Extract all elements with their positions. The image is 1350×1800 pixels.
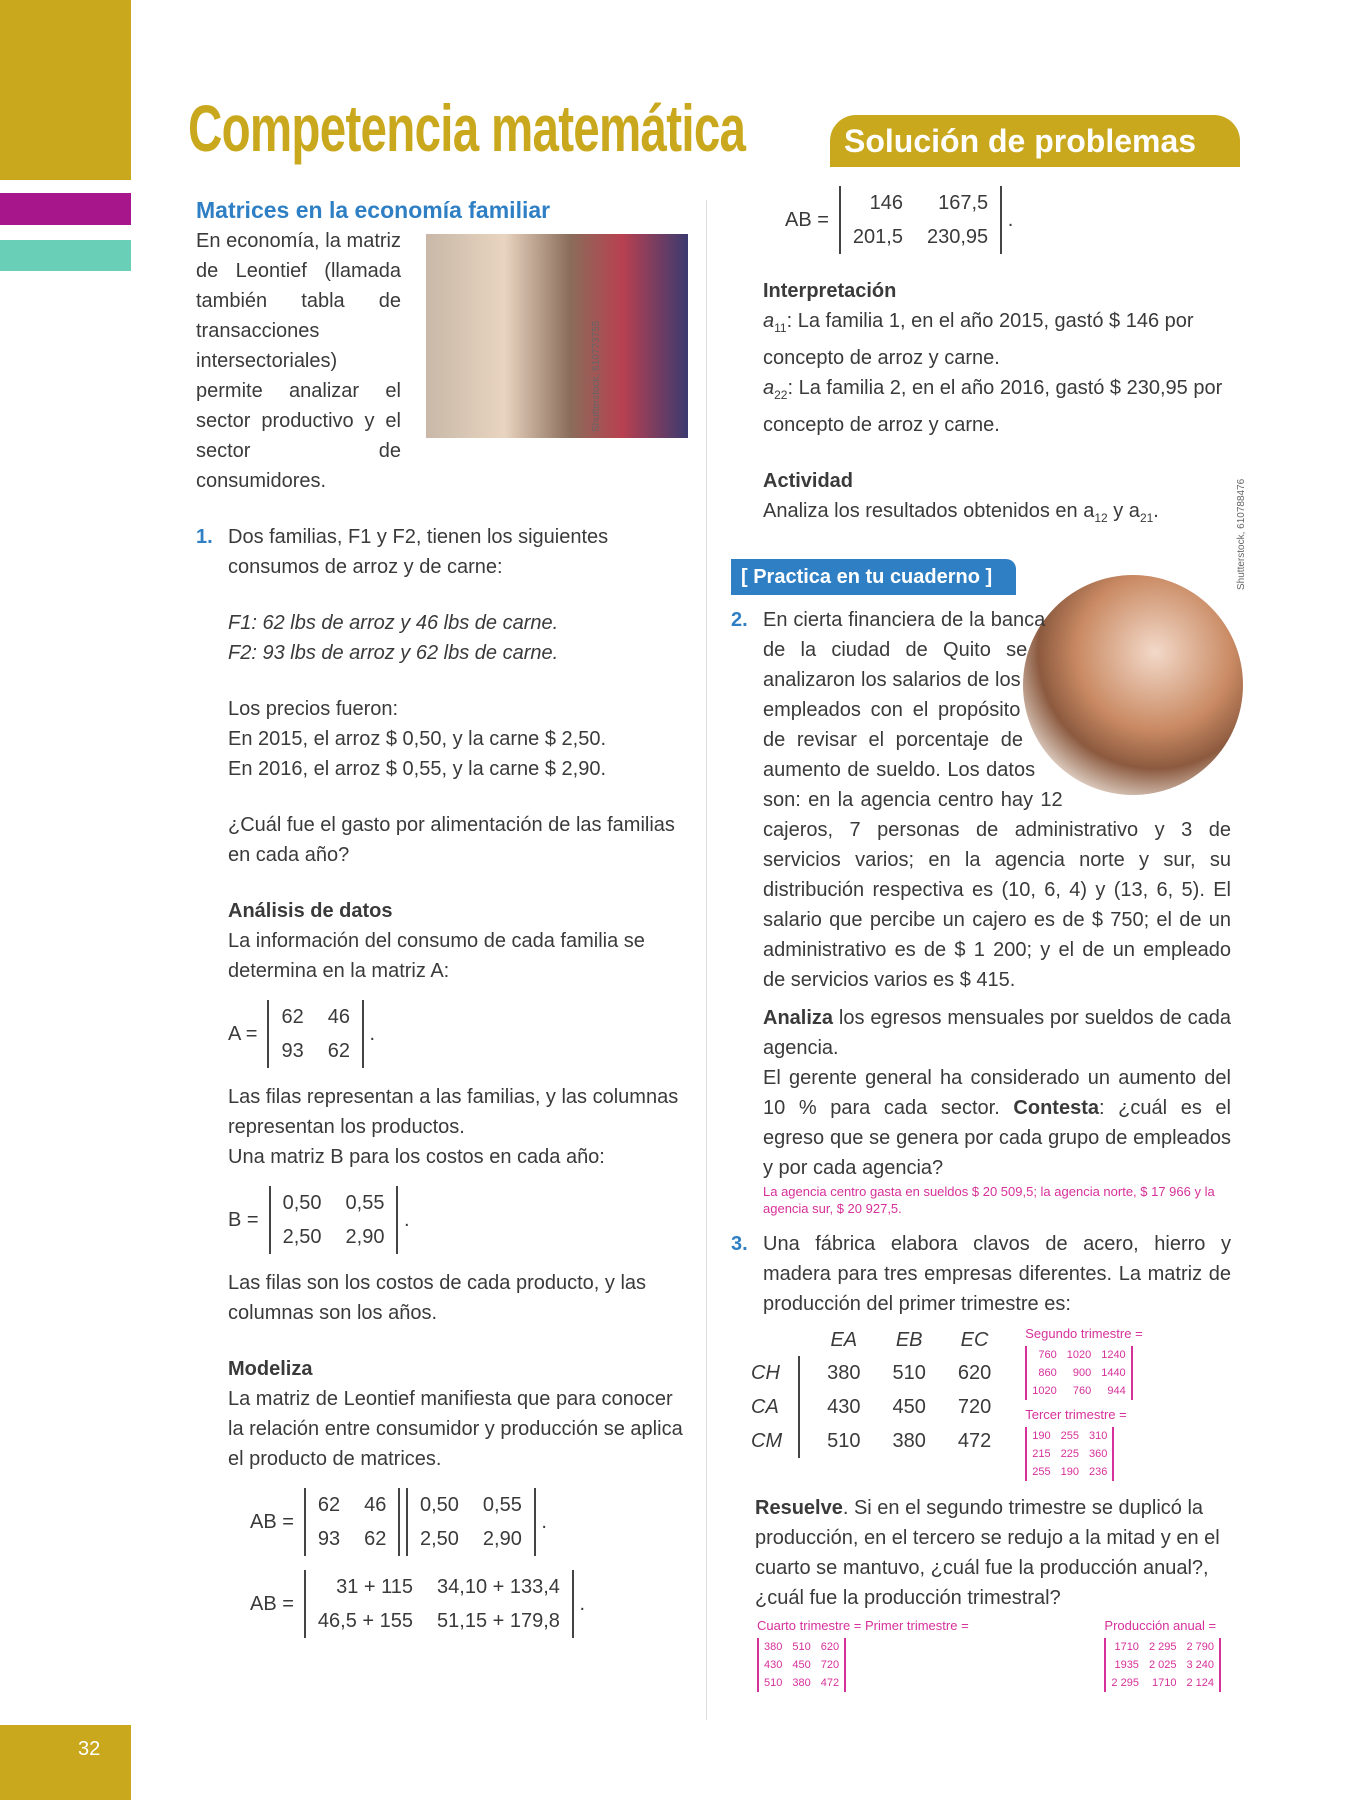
photo-credit: Shutterstock, 610773755 [590, 320, 602, 432]
section-badge: Solución de problemas [830, 115, 1240, 167]
matrix-cell: 167,5 [938, 192, 989, 214]
column-divider [706, 200, 707, 1720]
resuelve-text: Resuelve. Si en el segundo trimestre se duplicó la producción, en el tercero se redujo a la mitad y en el cuarto se mantuvo, ¿cuál fue la producción anual?, ¿cuál fue la producción trimestral? [755, 1497, 1220, 1609]
matrix-cell: 1710 [1151, 1677, 1177, 1689]
matrix-cell: 46 [364, 1494, 387, 1516]
page-title-wrap [188, 88, 808, 178]
matrix-brackets [757, 1638, 846, 1692]
item-number-3: 3. [731, 1233, 748, 1255]
matrix-cell: 190 [1060, 1466, 1079, 1478]
model-text: La matriz de Leontief manifiesta que para conocer la relación entre consumidor y producción se aplica el producto de matrices. [228, 1388, 683, 1470]
analysis-text: La información del consumo de cada familia se determina en la matriz A: [228, 930, 645, 982]
annual-matrix [1104, 1638, 1221, 1692]
matrix-cell: 1240 [1101, 1349, 1126, 1361]
matrix-cell: 1020 [1032, 1385, 1057, 1397]
ab-product: AB = 62 46 93 62 0,50 0,55 2,50 2,90 . [250, 1488, 688, 1556]
matrix-cell: 2,90 [482, 1528, 522, 1550]
interp-a22: $a_{22}$: La familia 2, en el año 2016, gastó $ 230,95 por concepto de arroz y carne. [763, 377, 1223, 436]
matrix-cell: 472 [820, 1677, 840, 1689]
matrix-cell: 225 [1060, 1448, 1079, 1460]
activity-title: Actividad [763, 470, 854, 492]
matrix-cell: 510 [792, 1641, 811, 1653]
matrix-cell: 620 [957, 1362, 992, 1384]
matrix-brackets [269, 1186, 399, 1254]
matrix-cell: 31 + 115 [336, 1576, 414, 1598]
second-label: Segundo trimestre = [1025, 1326, 1143, 1341]
matrix-brackets [267, 1000, 364, 1068]
matrix-cell: 720 [957, 1396, 992, 1418]
b-intro: Una matriz B para los costos en cada año: [228, 1146, 605, 1168]
matrix-cell: 236 [1088, 1466, 1108, 1478]
item-2-block [763, 605, 1231, 1217]
photo-credit-2: Shutterstock, 610788476 [1236, 478, 1247, 590]
matrix-brackets [1025, 1346, 1132, 1400]
matrix-cell: 1440 [1101, 1367, 1126, 1379]
analiza-text: Analiza los egresos mensuales por sueldos de cada agencia. [763, 1007, 1231, 1059]
matrix-cell: 900 [1072, 1367, 1092, 1379]
matrix-cell: 51,15 + 179,8 [437, 1610, 560, 1632]
item-1-text: Dos familias, F1 y F2, tienen los siguientes consumos de arroz y de carne: [228, 526, 609, 578]
teal-band [0, 240, 131, 271]
matrix-cell: 62 [364, 1528, 387, 1550]
row-label: CM [751, 1429, 783, 1452]
side-matrices [1025, 1325, 1142, 1481]
item-1-content [228, 522, 688, 1652]
matrix-cell: 62 [281, 1006, 304, 1028]
right-column [731, 186, 1231, 1692]
item-number-2: 2. [731, 609, 748, 631]
bracket [799, 1424, 811, 1458]
matrix-cell: 2,50 [419, 1528, 459, 1550]
b-text: Las filas son los costos de cada producto, y las columnas son los años. [228, 1272, 647, 1324]
prices-2015: En 2015, el arroz $ 0,50, y la carne $ 2,50. [228, 728, 607, 750]
model-title: Modeliza [228, 1358, 313, 1380]
matrix-cell: 510 [892, 1362, 926, 1384]
matrix-cell: 720 [820, 1659, 840, 1671]
family-shopping-photo [426, 234, 688, 438]
item-3-text: Una fábrica elabora clavos de acero, hierro y madera para tres empresas diferentes. La matriz de producción del primer trimestre es: [763, 1233, 1231, 1315]
matrix-cell: 2,90 [345, 1226, 385, 1248]
production-table [751, 1325, 1007, 1458]
gold-band-bottom [0, 1725, 131, 1800]
matrix-brackets [839, 186, 1002, 254]
section-heading: Matrices en la economía familiar [196, 197, 551, 223]
matrix-cell: 380 [827, 1362, 861, 1384]
prices-2016: En 2016, el arroz $ 0,55, y la carne $ 2,90. [228, 758, 607, 780]
matrix-cell: 510 [827, 1430, 861, 1452]
matrix-cell: 1710 [1114, 1641, 1139, 1653]
page-number: 32 [78, 1738, 101, 1760]
item-1 [196, 522, 688, 1652]
intro-paragraph: En economía, la matriz de Leontief (llamada también tabla de transacciones intersectoriales) permite analizar el sector productivo y el sector de consumidores. [196, 230, 401, 492]
ab-sums: AB = 31 + 115 34,10 + 133,4 46,5 + 155 51,15 + 179,8 . [250, 1570, 688, 1638]
matrix-cell: 2 124 [1186, 1677, 1214, 1689]
third-label: Tercer trimestre = [1025, 1407, 1127, 1422]
annual-label: Producción anual = [1104, 1618, 1217, 1633]
practice-badge: [ Practica en tu cuaderno ] [731, 559, 1016, 595]
fourth-label: Cuarto trimestre = Primer trimestre = [757, 1618, 969, 1633]
annual-block [1104, 1617, 1221, 1692]
interpretation-block [763, 276, 1231, 533]
matrix-brackets [1104, 1638, 1221, 1692]
matrix-cell: 34,10 + 133,4 [437, 1576, 560, 1598]
matrix-cell: 2 295 [1111, 1677, 1139, 1689]
matrix-cell: 360 [1088, 1448, 1108, 1460]
matrix-cell: 1020 [1066, 1349, 1092, 1361]
magenta-band [0, 193, 131, 225]
production-row [751, 1325, 1231, 1481]
matrix-cell: 2 025 [1148, 1659, 1177, 1671]
matrix-cell: 450 [892, 1396, 926, 1418]
ab-result: AB = 146 167,5 201,5 230,95 . [785, 186, 1231, 254]
left-column [196, 194, 688, 1652]
matrix-cell: 760 [1072, 1385, 1092, 1397]
matrix-cell: 93 [317, 1528, 341, 1550]
matrix-brackets [304, 1570, 574, 1638]
answer-2: La agencia centro gasta en sueldos $ 20 509,5; la agencia norte, $ 17 966 y la agencia sur, $ 20 927,5. [763, 1184, 1215, 1216]
item-2-text: En cierta financiera de la banca de la ciudad de Quito se analizaron los salarios de los empleados con el propósito de revisar el porcentaje de aumento de sueldo. Los datos son: en la agencia centro hay 12 cajeros, 7 personas de administrativo y 3 de servicios varios; en la agencia norte y sur, su distribución respectiva es (10, 6, 4) y (13, 6, 5). El salario que percibe un cajero es de $ 750; el de un administrativo es de $ 1 200; y el de un empleado de servicios varios es $ 415. [763, 609, 1231, 991]
matrix-cell: 190 [1032, 1430, 1051, 1442]
final-matrices-row [757, 1617, 1221, 1692]
third-matrix [1025, 1427, 1142, 1481]
matrix-cell: 62 [317, 1494, 341, 1516]
production-matrix [751, 1325, 1007, 1458]
fourth-matrix [757, 1638, 969, 1692]
matrix-a: A = 62 46 93 62 . [228, 1000, 688, 1068]
gold-band-top [0, 0, 131, 180]
matrix-cell: 1935 [1114, 1659, 1139, 1671]
gerente-text: El gerente general ha considerado un aumento del 10 % para cada sector. Contesta: ¿cuál es el egreso que se genera por cada grupo de empleados y por cada agencia? [763, 1067, 1231, 1179]
matrix-cell: 2 295 [1148, 1641, 1177, 1653]
item-number-1: 1. [196, 526, 213, 548]
prices-title: Los precios fueron: [228, 698, 399, 720]
matrix-cell: 380 [764, 1641, 783, 1653]
interpretation-title: Interpretación [763, 280, 897, 302]
column-header: EC [960, 1329, 989, 1351]
matrix-cell: 380 [792, 1677, 811, 1689]
matrix-cell: 46,5 + 155 [317, 1610, 414, 1632]
matrix-brackets [304, 1488, 401, 1556]
item-2 [731, 605, 1231, 1217]
bracket [799, 1356, 811, 1390]
f1-line: F1: 62 lbs de arroz y 46 lbs de carne. [228, 612, 559, 634]
row-label: CA [751, 1395, 779, 1418]
matrix-cell: 0,50 [282, 1192, 322, 1214]
matrix-cell: 255 [1060, 1430, 1079, 1442]
matrix-cell: 430 [827, 1396, 861, 1418]
matrix-cell: 430 [764, 1659, 783, 1671]
matrix-cell: 944 [1107, 1385, 1126, 1397]
matrix-cell: 860 [1038, 1367, 1057, 1379]
matrix-cell: 380 [892, 1430, 926, 1452]
matrix-cell: 510 [764, 1677, 783, 1689]
matrix-cell: 0,50 [419, 1494, 459, 1516]
matrix-cell: 93 [281, 1040, 304, 1062]
analysis-title: Análisis de datos [228, 900, 393, 922]
money-photo [1023, 575, 1243, 795]
matrix-cell: 255 [1032, 1466, 1051, 1478]
matrix-cell: 472 [957, 1430, 992, 1452]
matrix-cell: 3 240 [1186, 1659, 1214, 1671]
fourth-block [757, 1617, 969, 1692]
matrix-cell: 201,5 [852, 226, 903, 248]
column-header: EA [830, 1329, 858, 1351]
column-header: EB [895, 1329, 923, 1351]
question: ¿Cuál fue el gasto por alimentación de las familias en cada año? [228, 814, 675, 866]
matrix-b: B = 0,50 0,55 2,50 2,90 . [228, 1186, 688, 1254]
matrix-brackets [1025, 1427, 1114, 1481]
f2-line: F2: 93 lbs de arroz y 62 lbs de carne. [228, 642, 559, 664]
matrix-cell: 0,55 [482, 1494, 522, 1516]
row-label: CH [751, 1361, 780, 1384]
rows-text: Las filas representan a las familias, y las columnas representan los productos. [228, 1086, 679, 1138]
matrix-cell: 230,95 [926, 226, 989, 248]
matrix-brackets [406, 1488, 536, 1556]
page-title: Competencia matemática [188, 91, 746, 165]
matrix-cell: 215 [1032, 1448, 1051, 1460]
matrix-cell: 450 [792, 1659, 811, 1671]
matrix-cell: 46 [327, 1006, 350, 1028]
matrix-cell: 310 [1088, 1430, 1108, 1442]
interp-a11: $a_{11}$: La familia 1, en el año 2015, gastó $ 146 por concepto de arroz y carne. [763, 310, 1194, 369]
intro-row [196, 226, 688, 496]
matrix-cell: 62 [327, 1040, 350, 1062]
matrix-cell: 760 [1038, 1349, 1057, 1361]
item-3 [731, 1229, 1231, 1319]
matrix-cell: 2,50 [282, 1226, 322, 1248]
bracket [799, 1390, 811, 1424]
matrix-cell: 2 790 [1186, 1641, 1214, 1653]
activity-text: Analiza los resultados obtenidos en $a_{12}$ y $a_{21}$. [763, 500, 1159, 525]
matrix-cell: 620 [820, 1641, 840, 1653]
matrix-cell: 0,55 [345, 1192, 385, 1214]
matrix-cell: 146 [869, 192, 903, 214]
second-matrix [1025, 1346, 1142, 1400]
